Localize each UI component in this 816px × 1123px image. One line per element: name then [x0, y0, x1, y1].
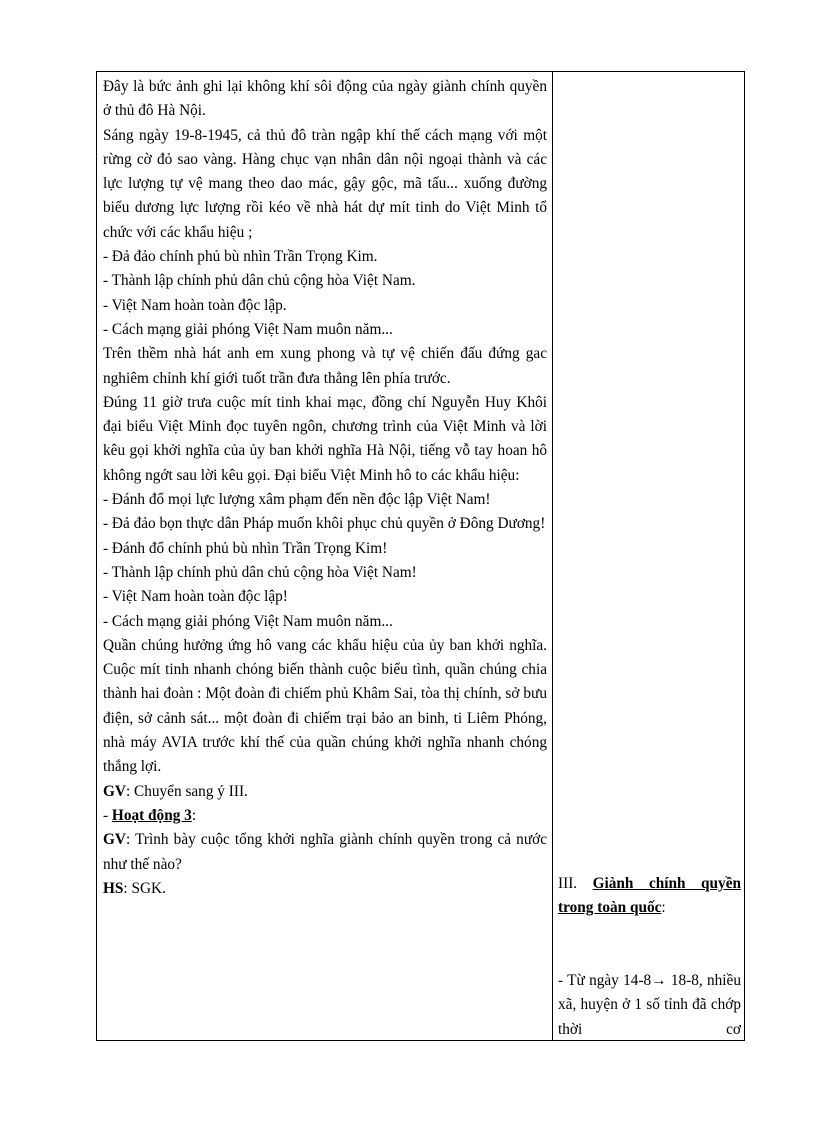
- slogan-item: - Cách mạng giải phóng Việt Nam muôn năm...: [103, 612, 393, 630]
- left-column: [103, 75, 547, 901]
- teacher-question: [103, 828, 547, 877]
- hs-text: : SGK.: [123, 879, 166, 897]
- lesson-table: [96, 71, 745, 1041]
- activity-suffix: :: [191, 806, 197, 824]
- activity-heading: [103, 804, 547, 828]
- gv-text: : Chuyển sang ý III.: [125, 782, 248, 800]
- activity-prefix: -: [103, 806, 112, 824]
- section-number: III.: [558, 875, 593, 892]
- slogan-item: - Thành lập chính phủ dân chủ cộng hòa Việt Nam.: [103, 272, 416, 290]
- paragraph-crowd-response: Quần chúng hưởng ứng hô vang các khẩu hiệu của ủy ban khởi nghĩa. Cuộc mít tinh nhanh chóng biến thành cuộc biểu tình, quần chúng chia thành hai đoàn : Một đoàn đi chiếm phủ Khâm Sai, tòa thị chính, sở bưu điện, sở cảnh sát... một đoàn đi chiếm trại bảo an binh, ti Liêm Phóng, nhà máy AVIA trước khí thế của quần chúng khởi nghĩa nhanh chóng thắng lợi.: [103, 636, 547, 776]
- hs-label: HS: [103, 879, 124, 897]
- slogan-item: - Việt Nam hoàn toàn độc lập!: [103, 588, 288, 606]
- gv-text: : Trình bày cuộc tổng khởi nghĩa giành chính quyền trong cả nước như thế nào?: [103, 831, 547, 873]
- right-column: [558, 72, 741, 1040]
- section-title: Giành chính quyền trong toàn quốc: [558, 875, 741, 917]
- paragraph-theater-steps: Trên thềm nhà hát anh em xung phong và tự vệ chiến đấu đứng gac nghiêm chỉnh khí giới tuốt trần đưa thẳng lên phía trước.: [103, 345, 547, 387]
- paragraph-august-19: Sáng ngày 19-8-1945, cả thủ đô tràn ngập khí thế cách mạng với một rừng cờ đỏ sao vàng. Hàng chục vạn nhân dân nội ngoại thành và các lực lượng tự vệ mang theo dao mác, gậy gộc, mã tấu... xuống đường biểu dương lực lượng rồi kéo về nhà hát dự mít tinh do Việt Minh tổ chức với các khẩu hiệu ;: [103, 126, 547, 241]
- slogan-item: - Đả đảo bọn thực dân Pháp muốn khôi phục chủ quyền ở Đông Dương!: [103, 515, 546, 533]
- paragraph-rally-opening: Đúng 11 giờ trưa cuộc mít tinh khai mạc, đồng chí Nguyễn Huy Khôi đại biểu Việt Minh đọc tuyên ngôn, chương trình của Việt Minh và lời kêu gọi khởi nghĩa của ủy ban khởi nghĩa Hà Nội, tiếng vỗ tay hoan hô không ngớt sau lời kêu gọi. Đại biểu Việt Minh hô to các khẩu hiệu:: [103, 393, 547, 484]
- activity-title: Hoạt động 3: [111, 806, 192, 824]
- column-divider: [552, 72, 553, 1040]
- slogan-item: - Thành lập chính phủ dân chủ cộng hòa Việt Nam!: [103, 563, 417, 581]
- slogan-item: - Đả đảo chính phủ bù nhìn Trần Trọng Kim.: [103, 248, 378, 266]
- section-heading: [558, 872, 741, 921]
- section-body: - Từ ngày 14-8→ 18-8, nhiều xã, huyện ở 1 số tỉnh đã chớp thời cơ: [558, 972, 741, 1038]
- section-colon: :: [661, 899, 666, 917]
- student-answer: [103, 877, 547, 901]
- slogan-item: - Đánh đổ mọi lực lượng xâm phạm đến nền độc lập Việt Nam!: [103, 491, 491, 509]
- teacher-transition: [103, 780, 547, 804]
- slogan-item: - Việt Nam hoàn toàn độc lập.: [103, 296, 287, 314]
- slogan-item: - Đánh đổ chính phủ bù nhìn Trần Trọng Kim!: [103, 539, 388, 557]
- slogan-item: - Cách mạng giải phóng Việt Nam muôn năm...: [103, 320, 393, 338]
- gv-label: GV: [103, 831, 126, 849]
- gv-label: GV: [103, 782, 126, 800]
- paragraph-photo-description: Đây là bức ảnh ghi lại không khí sôi động của ngày giành chính quyền ở thủ đô Hà Nội.: [103, 78, 547, 120]
